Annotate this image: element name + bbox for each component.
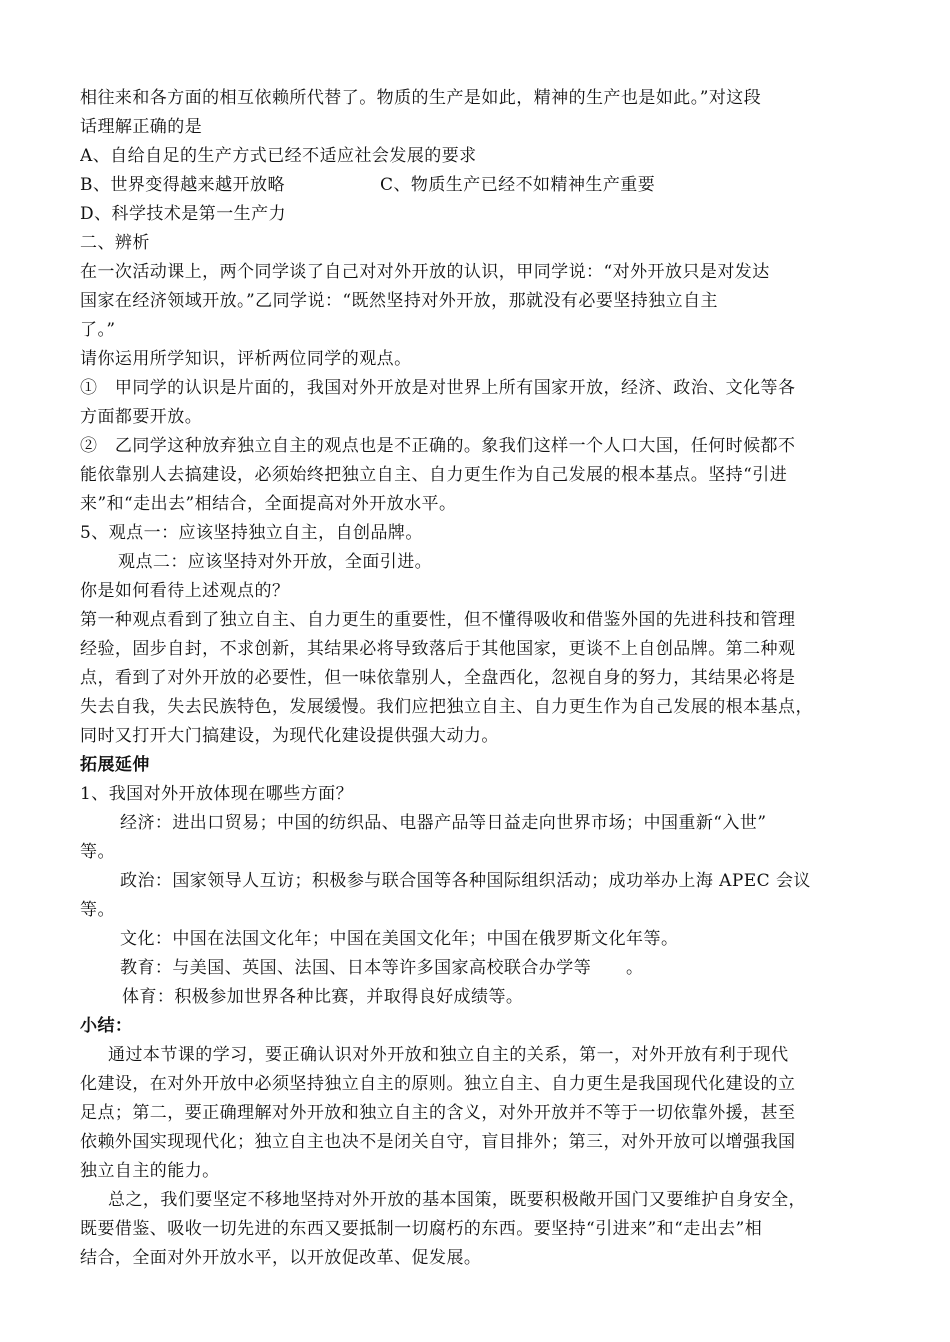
section2-heading: 二、辨析 — [80, 233, 150, 253]
section2-answer2-line-2: 能依靠别人去搞建设，必须始终把独立自主、自力更生作为自己发展的根本基点。坚持“引进 — [80, 465, 788, 485]
q4-line-2: 话理解正确的是 — [80, 117, 203, 137]
q4-option-a: A、自给自足的生产方式已经不适应社会发展的要求 — [80, 146, 477, 166]
summary-para1-line-2: 化建设，在对外开放中必须坚持独立自主的原则。独立自主、自力更生是我国现代化建设的立 — [80, 1074, 796, 1094]
q4-option-b: B、世界变得越来越开放略 — [80, 175, 285, 195]
summary-para2-line-3: 结合，全面对外开放水平，以开放促改革、促发展。 — [80, 1248, 482, 1268]
summary-para1-line-1: 通过本节课的学习，要正确认识对外开放和独立自主的关系，第一，对外开放有利于现代 — [108, 1045, 789, 1065]
section2-para-line-3: 了。” — [80, 320, 116, 340]
section2-para-line-2: 国家在经济领域开放。”乙同学说：“既然坚持对外开放，那就没有必要坚持独立自主 — [80, 291, 718, 311]
summary-para1-line-3: 足点；第二，要正确理解对外开放和独立自主的含义，对外开放并不等于一切依靠外援，甚至 — [80, 1103, 796, 1123]
extension-sports: 体育：积极参加世界各种比赛，并取得良好成绩等。 — [122, 987, 524, 1007]
q5-question: 你是如何看待上述观点的？ — [80, 581, 290, 601]
summary-heading: 小结： — [80, 1016, 133, 1036]
extension-heading: 拓展延伸 — [80, 755, 150, 775]
extension-culture: 文化：中国在法国文化年；中国在美国文化年；中国在俄罗斯文化年等。 — [120, 929, 679, 949]
summary-para1-line-5: 独立自主的能力。 — [80, 1161, 220, 1181]
q5-answer-line-2: 经验，固步自封，不求创新，其结果必将导致落后于其他国家，更谈不上自创品牌。第二种观 — [80, 639, 796, 659]
document-page — [80, 84, 880, 1273]
summary-para2-line-2: 既要借鉴、吸收一切先进的东西又要抵制一切腐朽的东西。要坚持“引进来”和“走出去”相 — [80, 1219, 763, 1239]
summary-para2-line-1: 总之，我们要坚定不移地坚持对外开放的基本国策，既要积极敞开国门又要维护自身安全， — [108, 1190, 806, 1210]
section2-prompt: 请你运用所学知识，评析两位同学的观点。 — [80, 349, 412, 369]
section2-answer2-line-3: 来”和“走出去”相结合，全面提高对外开放水平。 — [80, 494, 457, 514]
q5-answer-line-1: 第一种观点看到了独立自主、自力更生的重要性，但不懂得吸收和借鉴外国的先进科技和管理 — [80, 610, 796, 630]
section2-answer2-line-1: ② 乙同学这种放弃独立自主的观点也是不正确的。象我们这样一个人口大国，任何时候都不 — [80, 436, 796, 456]
q5-view-2: 观点二：应该坚持对外开放，全面引进。 — [118, 552, 433, 572]
extension-economy-line-2: 等。 — [80, 842, 115, 862]
summary-para1-line-4: 依赖外国实现现代化；独立自主也决不是闭关自守，盲目排外；第三，对外开放可以增强我国 — [80, 1132, 796, 1152]
extension-politics-line-1: 政治：国家领导人互访；积极参与联合国等各种国际组织活动；成功举办上海 APEC 会议 — [120, 871, 811, 891]
extension-question-1: 1、我国对外开放体现在哪些方面？ — [80, 784, 354, 804]
q4-line-1: 相往来和各方面的相互依赖所代替了。物质的生产是如此，精神的生产也是如此。”对这段 — [80, 88, 762, 108]
q4-option-c: C、物质生产已经不如精神生产重要 — [380, 175, 656, 195]
section2-answer1-line-1: ① 甲同学的认识是片面的，我国对外开放是对世界上所有国家开放，经济、政治、文化等各 — [80, 378, 796, 398]
q5-view-1: 5、观点一：应该坚持独立自主，自创品牌。 — [80, 523, 423, 543]
extension-education: 教育：与美国、英国、法国、日本等许多国家高校联合办学等 。 — [120, 958, 644, 978]
q5-answer-line-3: 点，看到了对外开放的必要性，但一味依靠别人，全盘西化，忽视自身的努力，其结果必将是 — [80, 668, 796, 688]
q5-answer-line-4: 失去自我，失去民族特色，发展缓慢。我们应把独立自主、自力更生作为自己发展的根本基点， — [80, 697, 813, 717]
extension-economy-line-1: 经济：进出口贸易；中国的纺织品、电器产品等日益走向世界市场；中国重新“入世” — [120, 813, 767, 833]
extension-politics-line-2: 等。 — [80, 900, 115, 920]
section2-para-line-1: 在一次活动课上，两个同学谈了自己对对外开放的认识，甲同学说：“对外开放只是对发达 — [80, 262, 770, 282]
q5-answer-line-5: 同时又打开大门搞建设，为现代化建设提供强大动力。 — [80, 726, 499, 746]
q4-options-bc — [80, 171, 880, 200]
q4-option-d: D、科学技术是第一生产力 — [80, 204, 287, 224]
section2-answer1-line-2: 方面都要开放。 — [80, 407, 203, 427]
